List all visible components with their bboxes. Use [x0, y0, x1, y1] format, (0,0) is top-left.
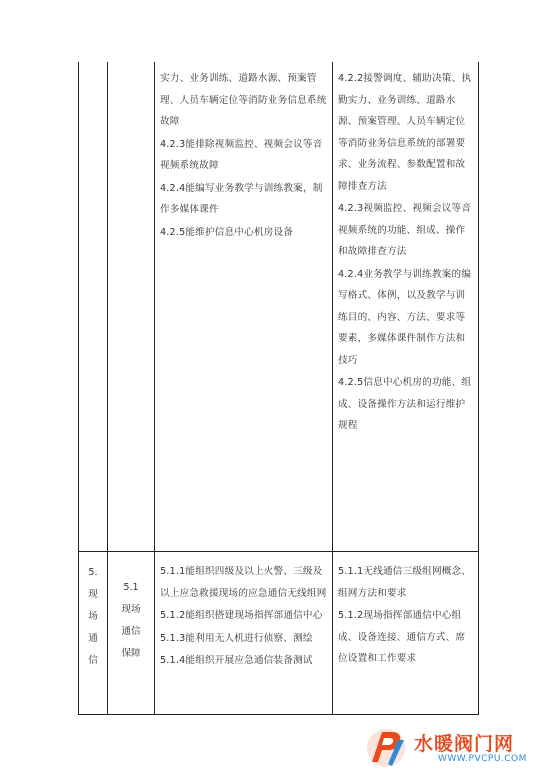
knowledge-item: 5.1.2现场指挥部通信中心组成、设备连接、通信方式、席位设置和工作要求: [338, 610, 466, 664]
function-char: 5.: [88, 567, 98, 578]
function-char: 信: [88, 655, 98, 666]
knowledge-item: 4.2.2接警调度、辅助决策、执勤实力、业务训练、道路水源、预案管理、人员车辆定位等消防业务信息系统的部署要求、业务流程、参数配置和故障排查方法: [338, 73, 472, 192]
content-char: 保障: [121, 648, 141, 659]
watermark-url: WWW.PVCPU.COM: [438, 754, 527, 764]
row-divider: [79, 551, 478, 552]
skill-requirements-table: [78, 62, 479, 715]
skills-cell-5: [160, 561, 330, 672]
skill-item: 4.2.5能维护信息中心机房设备: [160, 226, 294, 238]
function-char: 通: [88, 633, 98, 644]
pv-logo-icon: [362, 726, 410, 770]
knowledge-item: 4.2.4业务教学与训练教案的编写格式、体例，以及教学与训练目的、内容、方法、要求等要素，多媒体课件制作方法和技巧: [338, 268, 472, 366]
knowledge-item: 4.2.5信息中心机房的功能、组成、设备操作方法和运行维护规程: [338, 377, 472, 431]
skills-cell-4: [160, 68, 330, 243]
content-char: 5.1: [123, 582, 139, 593]
skill-item: 4.2.4能编写业务教学与训练教案，制作多媒体课件: [160, 182, 323, 215]
function-char: 场: [88, 611, 98, 622]
watermark-brand: 水暖阀门网: [414, 733, 515, 755]
skill-item: 4.2.3能排除视频监控、视频会议等音视频系统故障: [160, 138, 323, 171]
knowledge-cell-5: [338, 561, 472, 670]
content-char: 通信: [121, 626, 141, 637]
skill-item: 5.1.2能组织搭建现场指挥部通信中心: [160, 610, 323, 621]
column-divider: [154, 62, 155, 714]
knowledge-item: 5.1.1无线通信三级组网概念、组网方法和要求: [338, 566, 472, 599]
content-char: 现场: [121, 604, 141, 615]
content-cell-5: [108, 577, 154, 665]
skill-item: 5.1.4能组织开展应急通信装备测试: [160, 655, 313, 666]
function-cell-5: [79, 562, 107, 672]
column-divider: [332, 62, 333, 714]
knowledge-item: 4.2.3视频监控、视频会议等音视频系统的功能、组成、操作和故障排查方法: [338, 203, 472, 257]
knowledge-cell-4: [338, 68, 472, 437]
skill-item: 5.1.1能组织四级及以上火警、三级及以上应急救援现场的应急通信无线组网: [160, 566, 327, 599]
skill-item: 5.1.3能利用无人机进行侦察、测绘: [160, 632, 313, 644]
function-char: 现: [88, 589, 98, 600]
watermark-logo: [362, 726, 542, 770]
skill-item: 实力、业务训练、道路水源、预案管理、人员车辆定位等消防业务信息系统故障: [160, 73, 327, 127]
